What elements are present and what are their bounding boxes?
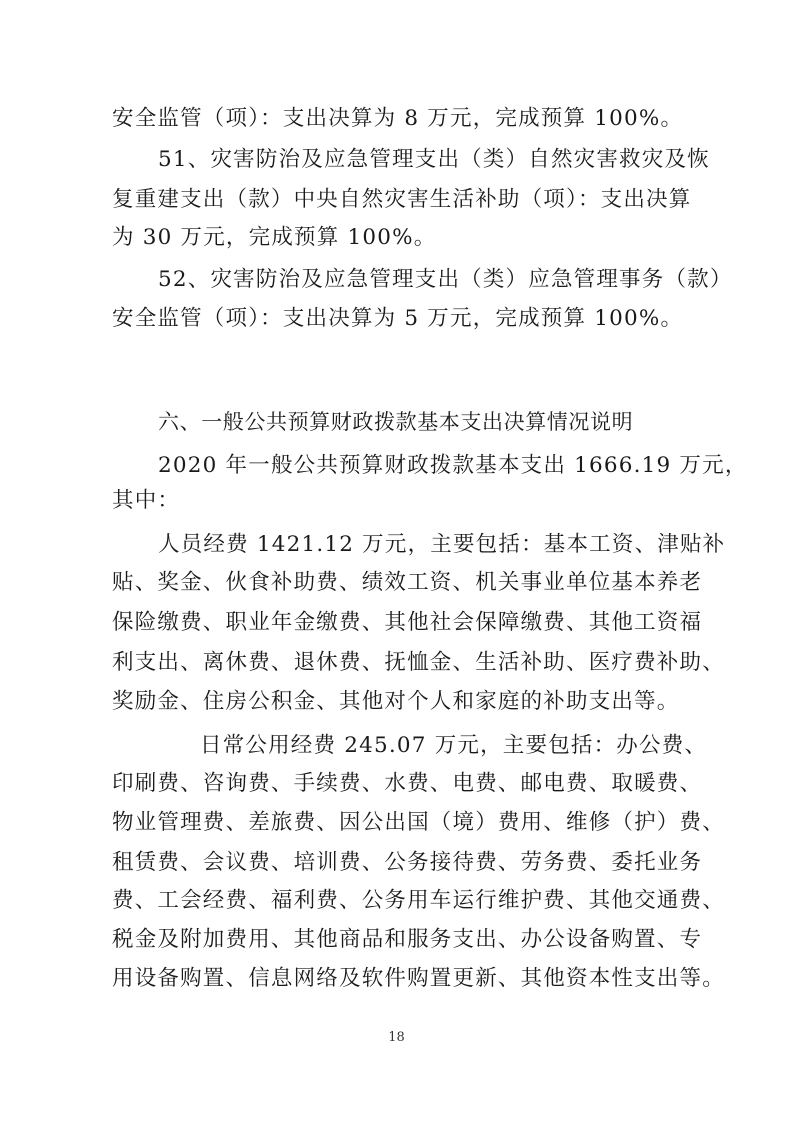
text-line: 复重建支出（款）中央自然灾害生活补助（项）：支出决算 bbox=[112, 187, 692, 212]
text-line: 印刷费、咨询费、手续费、水费、电费、邮电费、取暖费、 bbox=[112, 771, 703, 796]
text-line: 费、工会经费、福利费、公务用车运行维护费、其他交通费、 bbox=[112, 888, 725, 913]
text-line: 安全监管（项）：支出决算为 8 万元，完成预算 100%。 bbox=[112, 106, 684, 131]
text-line: 保险缴费、职业年金缴费、其他社会保障缴费、其他工资福 bbox=[112, 610, 703, 635]
text-line: 贴、奖金、伙食补助费、绩效工资、机关事业单位基本养老 bbox=[112, 570, 703, 595]
text-line: 51、灾害防治及应急管理支出（类）自然灾害救灾及恢 bbox=[158, 147, 710, 172]
section-heading: 六、一般公共预算财政拨款基本支出决算情况说明 bbox=[158, 410, 634, 434]
page-number: 18 bbox=[388, 1030, 405, 1045]
text-line: 其中： bbox=[112, 488, 181, 513]
text-line: 租赁费、会议费、培训费、公务接待费、劳务费、委托业务 bbox=[112, 850, 703, 875]
text-line: 2020 年一般公共预算财政拨款基本支出 1666.19 万元， bbox=[158, 453, 748, 478]
text-line: 奖励金、住房公积金、其他对个人和家庭的补助支出等。 bbox=[112, 689, 680, 714]
text-line: 税金及附加费用、其他商品和服务支出、办公设备购置、专 bbox=[112, 927, 703, 952]
text-line: 物业管理费、差旅费、因公出国（境）费用、维修（护）费、 bbox=[112, 810, 725, 835]
text-line: 52、灾害防治及应急管理支出（类）应急管理事务（款） bbox=[158, 267, 733, 292]
text-line: 日常公用经费 245.07 万元，主要包括：办公费、 bbox=[200, 733, 708, 758]
text-line: 为 30 万元，完成预算 100%。 bbox=[112, 225, 437, 250]
text-line: 利支出、离休费、退休费、抚恤金、生活补助、医疗费补助、 bbox=[112, 650, 725, 675]
text-line: 人员经费 1421.12 万元，主要包括：基本工资、津贴补 bbox=[158, 532, 726, 557]
text-line: 安全监管（项）：支出决算为 5 万元，完成预算 100%。 bbox=[112, 306, 684, 331]
text-line: 用设备购置、信息网络及软件购置更新、其他资本性支出等。 bbox=[112, 966, 725, 991]
